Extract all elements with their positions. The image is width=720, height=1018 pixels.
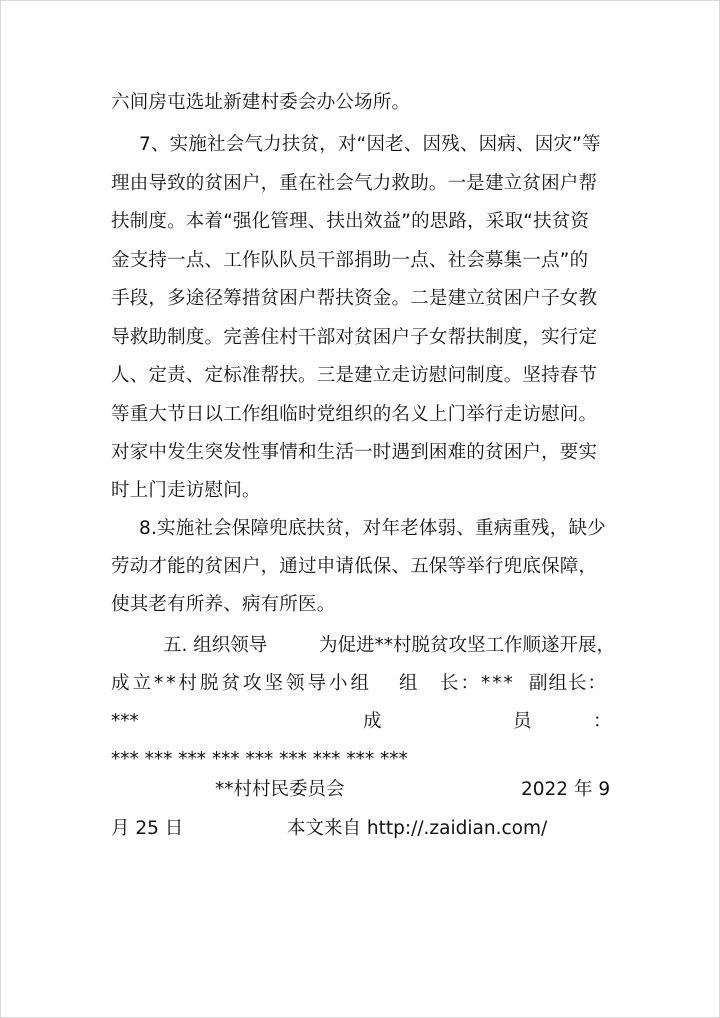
members-list: *** *** *** *** *** *** *** *** *** (111, 749, 408, 770)
item-7-line-8: 等重大节日以工作组临时党组织的名义上门举行走访慰问。 (111, 404, 598, 425)
deputy-label: 副组长： (529, 673, 608, 694)
item-7-line-6: 导救助制度。完善住村干部对贫困户子女帮扶制度，实行定 (111, 327, 598, 348)
deputy-value: *** (111, 711, 139, 732)
paragraph-line-1: 六间房屯选址新建村委会办公场所。 (111, 92, 411, 113)
section-heading: 五. 组织领导 (163, 635, 268, 656)
item-8-line-3: 使其老有所养、病有所医。 (111, 594, 336, 615)
item-7-line-4: 金支持一点、工作队队员干部捐助一点、社会募集一点”的 (111, 250, 589, 271)
members-colon: ： (593, 711, 612, 732)
signature-date-1: 2022 年 9 (521, 779, 611, 800)
members-label-2: 员 (513, 711, 532, 732)
section-text-2: 成立**村脱贫攻坚领导小组 (111, 673, 373, 694)
signature-org: **村村民委员会 (215, 779, 345, 800)
item-7-line-10: 时上门走访慰问。 (111, 480, 261, 501)
leader-label: 组 长：*** (399, 673, 515, 694)
members-label-1: 成 (363, 711, 382, 732)
item-8-line-2: 劳动才能的贫困户，通过申请低保、五保等举行兜底保障， (111, 556, 598, 577)
item-8-line-1: 8.实施社会保障兜底扶贫，对年老体弱、重病重残，缺少 (139, 518, 606, 539)
source-text: 本文来自 http://.zaidian.com/ (287, 818, 548, 839)
item-7-line-7: 人、定责、定标准帮扶。三是建立走访慰问制度。坚持春节 (111, 365, 598, 386)
item-7-line-5: 手段，多途径筹措贫困户帮扶资金。二是建立贫困户子女教 (111, 288, 598, 309)
section-text-1: 为促进**村脱贫攻坚工作顺遂开展， (319, 635, 616, 656)
signature-date-2: 月 25 日 (111, 818, 184, 839)
item-7-line-2: 理由导致的贫困户，重在社会气力救助。一是建立贫困户帮 (111, 173, 598, 194)
item-7-line-1: 7、实施社会气力扶贫，对“因老、因残、因病、因灾”等 (139, 134, 601, 155)
item-7-line-3: 扶制度。本着“强化管理、扶出效益”的思路，采取“扶贫资 (111, 211, 590, 232)
item-7-line-9: 对家中发生突发性事情和生活一时遇到困难的贫困户，要实 (111, 442, 598, 463)
